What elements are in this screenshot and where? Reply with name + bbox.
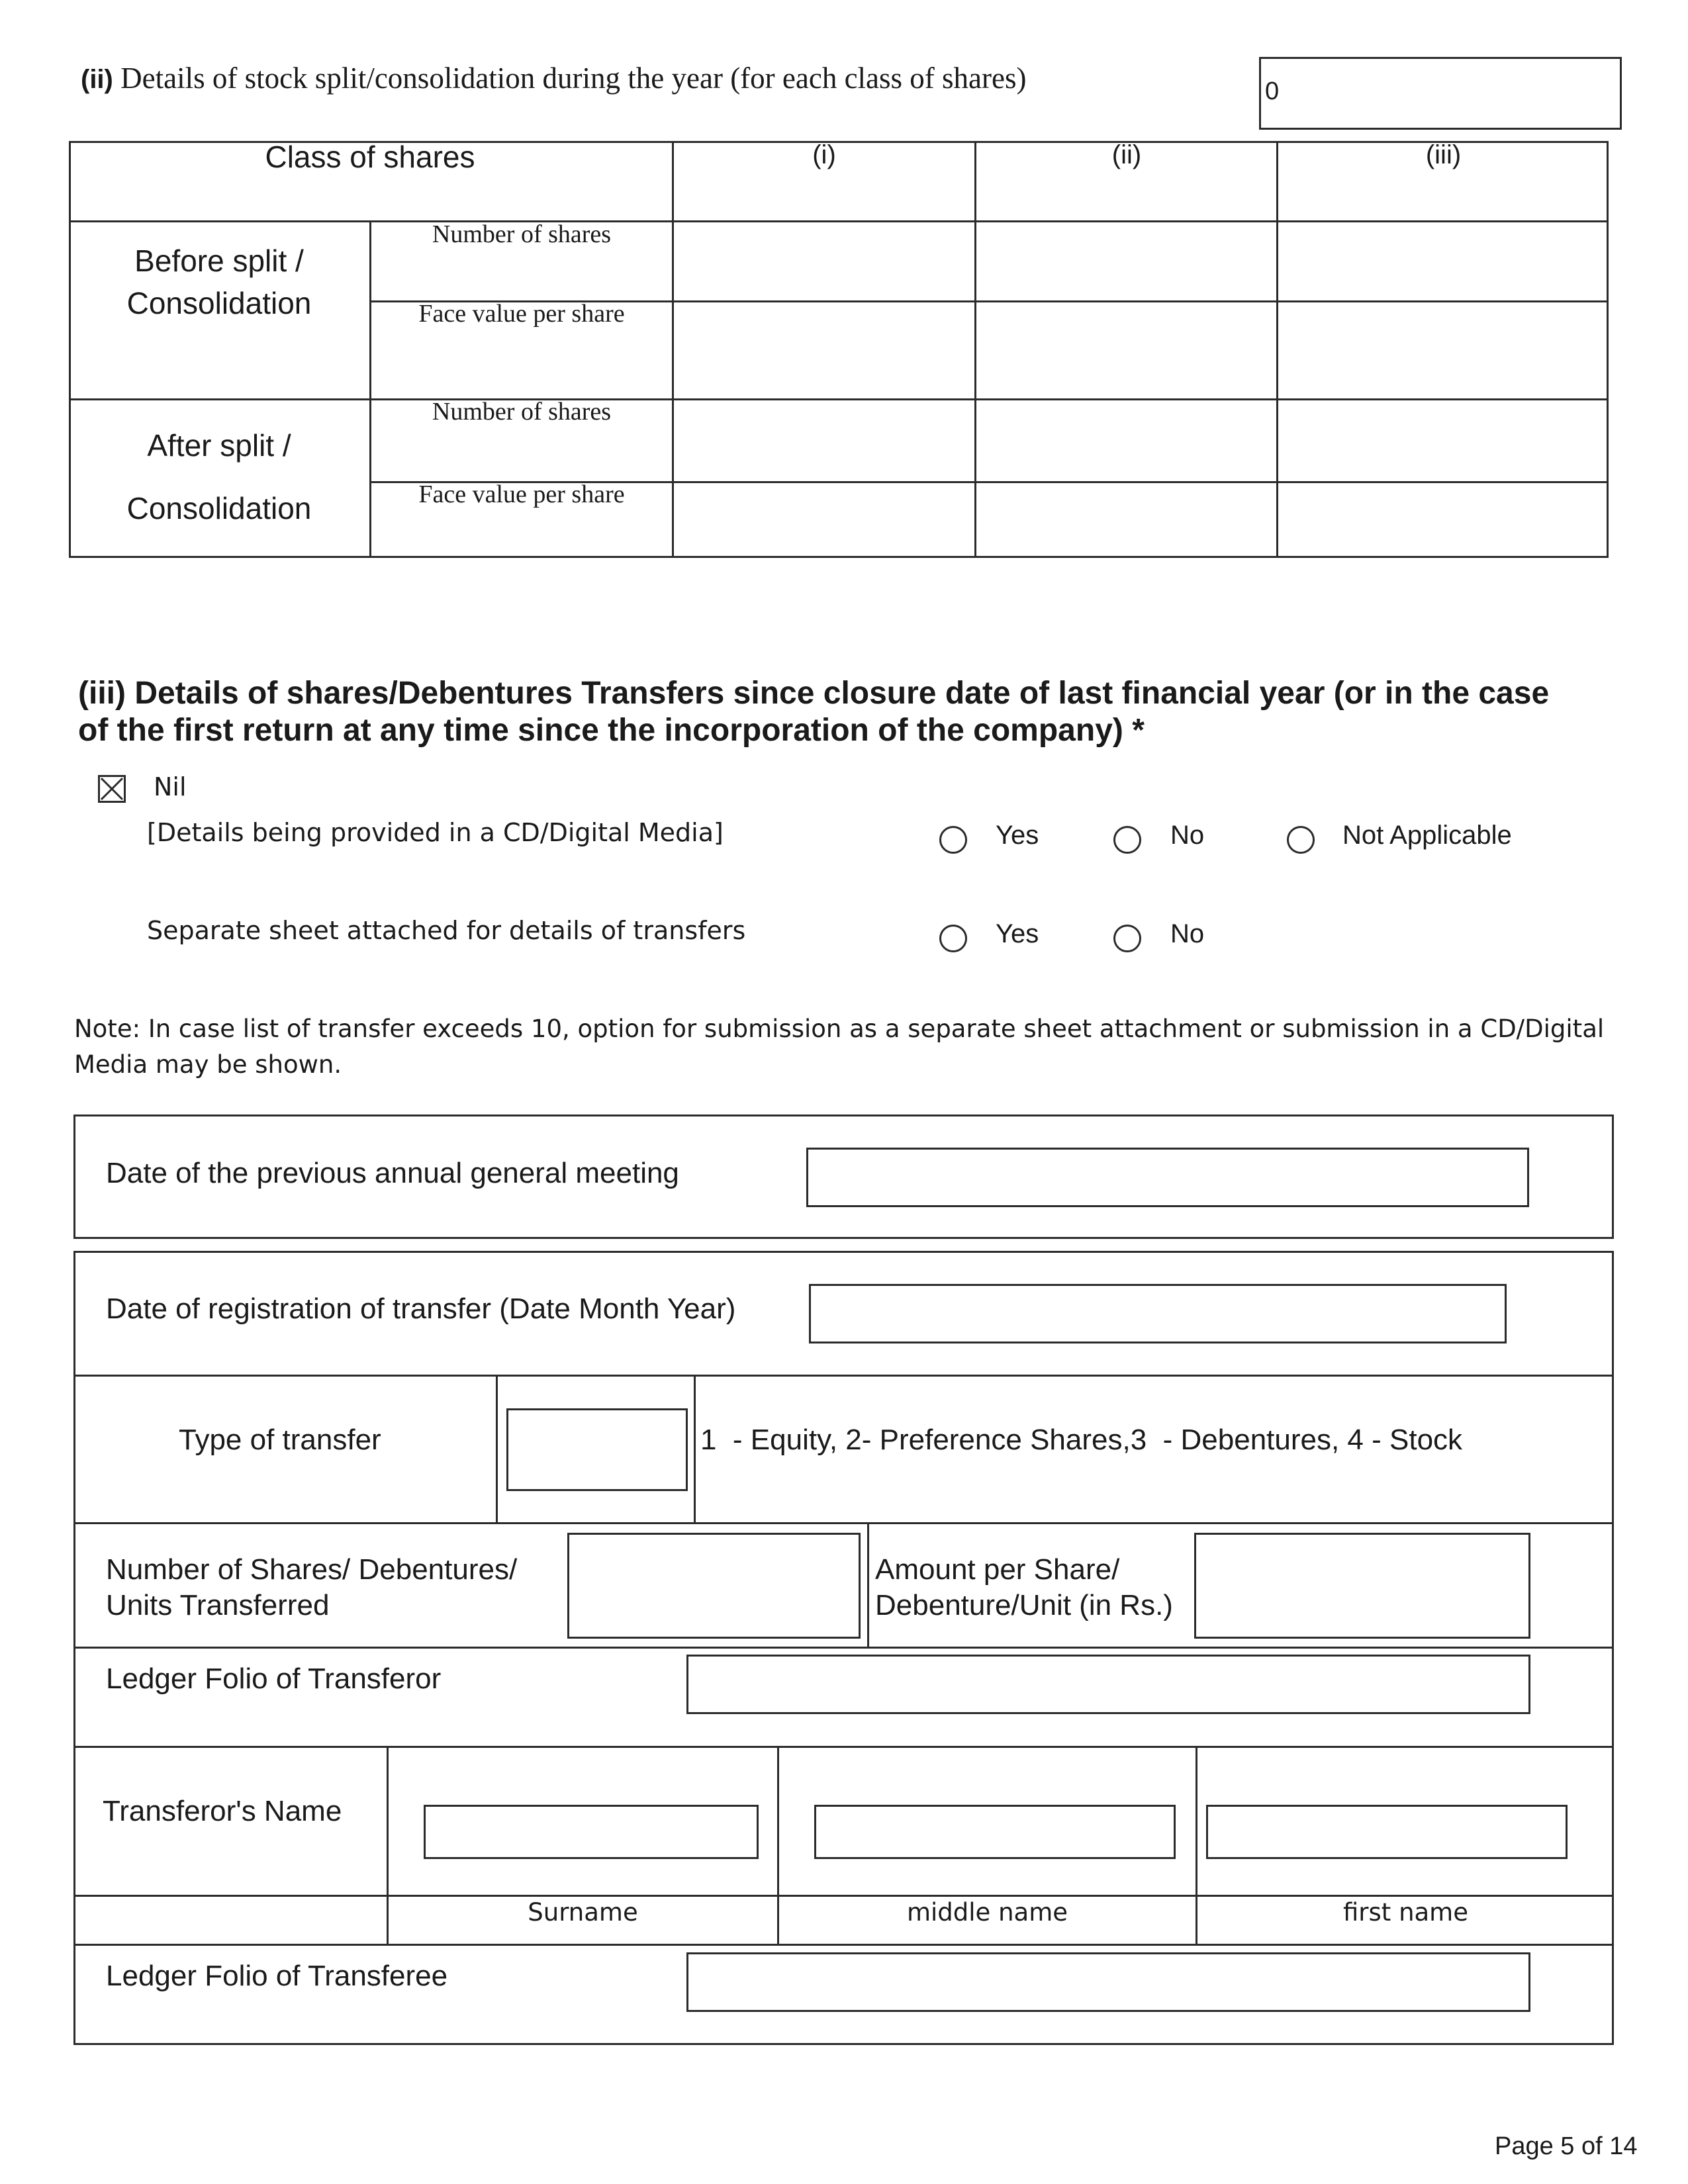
cd-not-applicable-label: Not Applicable <box>1342 821 1512 850</box>
after-face-value-label: Face value per share <box>418 480 625 508</box>
split-table-divider <box>672 141 674 558</box>
surname-caption: Surname <box>528 1898 638 1927</box>
before-number-of-shares-label: Number of shares <box>432 220 612 248</box>
prev-agm-date-field[interactable] <box>806 1148 1529 1207</box>
cd-digital-media-label: [Details being provided in a CD/Digital Media] <box>147 818 724 847</box>
checkbox-cross-icon <box>100 777 124 801</box>
row-divider <box>73 1647 1614 1649</box>
reg-date-label: Date of registration of transfer (Date Month Year) <box>106 1293 736 1325</box>
before-split-line1: Before split / <box>134 244 304 278</box>
transfer-title-line2: of the first return at any time since the incorporation of the company) * <box>78 713 1145 748</box>
sheet-yes-radio[interactable] <box>939 925 967 952</box>
split-table-divider <box>974 141 976 558</box>
ledger-transferor-label: Ledger Folio of Transferor <box>106 1662 442 1695</box>
ledger-transferor-field[interactable] <box>686 1655 1530 1714</box>
sheet-no-label: No <box>1170 919 1205 948</box>
num-shares-field[interactable] <box>567 1533 861 1639</box>
split-count-field[interactable] <box>1259 57 1622 130</box>
nil-label: Nil <box>154 772 187 801</box>
amount-line2: Debenture/Unit (in Rs.) <box>875 1589 1173 1621</box>
row-divider <box>73 1375 1614 1377</box>
amount-line1: Amount per Share/ <box>875 1553 1120 1586</box>
transferor-first-name-field[interactable] <box>1206 1805 1568 1859</box>
cd-not-applicable-radio[interactable] <box>1287 826 1315 854</box>
first-name-caption: first name <box>1343 1898 1468 1927</box>
type-of-transfer-label: Type of transfer <box>179 1424 381 1456</box>
transferor-name-label: Transferor's Name <box>103 1795 342 1827</box>
cd-no-label: No <box>1170 821 1205 850</box>
num-shares-line1: Number of Shares/ Debentures/ <box>106 1553 518 1586</box>
split-table-divider <box>69 398 1609 400</box>
nil-checkbox[interactable] <box>98 775 126 803</box>
middle-name-caption: middle name <box>906 1898 1068 1927</box>
split-section-title <box>81 61 1026 95</box>
amount-per-share-field[interactable] <box>1194 1533 1530 1639</box>
transfer-note <box>74 1011 1604 1083</box>
type-of-transfer-field[interactable] <box>506 1408 688 1491</box>
num-shares-line2: Units Transferred <box>106 1589 330 1621</box>
reg-date-field[interactable] <box>809 1284 1507 1343</box>
cd-no-radio[interactable] <box>1113 826 1141 854</box>
sheet-yes-label: Yes <box>996 919 1039 948</box>
cell-divider <box>694 1375 696 1524</box>
ledger-transferee-label: Ledger Folio of Transferee <box>106 1960 448 1992</box>
prev-agm-label: Date of the previous annual general meeting <box>106 1157 679 1189</box>
before-split-label <box>69 240 369 324</box>
after-split-label <box>69 414 369 540</box>
split-table-divider <box>1276 141 1278 558</box>
num-shares-label <box>106 1552 517 1623</box>
transferor-surname-field[interactable] <box>424 1805 759 1859</box>
after-number-of-shares-label: Number of shares <box>432 398 612 426</box>
row-divider <box>73 1522 1614 1524</box>
transfer-note-line1: Note: In case list of transfer exceeds 10, option for submission as a separate sheet attachment or submission in a CD/Digital <box>74 1015 1605 1043</box>
class-of-shares-header: Class of shares <box>265 140 475 174</box>
before-split-line2: Consolidation <box>126 286 312 320</box>
split-table-divider <box>69 220 1609 222</box>
transfer-title-line1: (iii) Details of shares/Debentures Transfers since closure date of last financial year (or in the case <box>78 676 1550 711</box>
cell-divider <box>867 1522 869 1648</box>
cell-divider <box>496 1375 498 1524</box>
split-section-prefix: (ii) <box>81 65 113 94</box>
column-header-iii: (iii) <box>1425 140 1462 169</box>
split-section-title-text: Details of stock split/consolidation during the year (for each class of shares) <box>120 62 1027 95</box>
row-divider <box>73 1895 1614 1897</box>
page-number: Page 5 of 14 <box>1495 2132 1638 2160</box>
separate-sheet-label: Separate sheet attached for details of transfers <box>147 916 746 945</box>
row-divider <box>73 1944 1614 1946</box>
cd-yes-label: Yes <box>996 821 1039 850</box>
transfer-note-line2: Media may be shown. <box>74 1050 342 1079</box>
before-face-value-label: Face value per share <box>418 300 625 328</box>
column-header-i: (i) <box>812 140 836 169</box>
transferor-middle-name-field[interactable] <box>814 1805 1176 1859</box>
transfer-section-title <box>78 675 1549 749</box>
column-header-ii: (ii) <box>1111 140 1142 169</box>
type-of-transfer-options: 1 - Equity, 2- Preference Shares,3 - Debentures, 4 - Stock <box>700 1424 1463 1456</box>
after-split-line2: Consolidation <box>126 491 312 525</box>
split-count-value: 0 <box>1265 77 1280 105</box>
row-divider <box>73 1746 1614 1748</box>
after-split-line1: After split / <box>147 428 291 463</box>
ledger-transferee-field[interactable] <box>686 1952 1530 2012</box>
sheet-no-radio[interactable] <box>1113 925 1141 952</box>
amount-per-share-label <box>875 1552 1173 1623</box>
cd-yes-radio[interactable] <box>939 826 967 854</box>
